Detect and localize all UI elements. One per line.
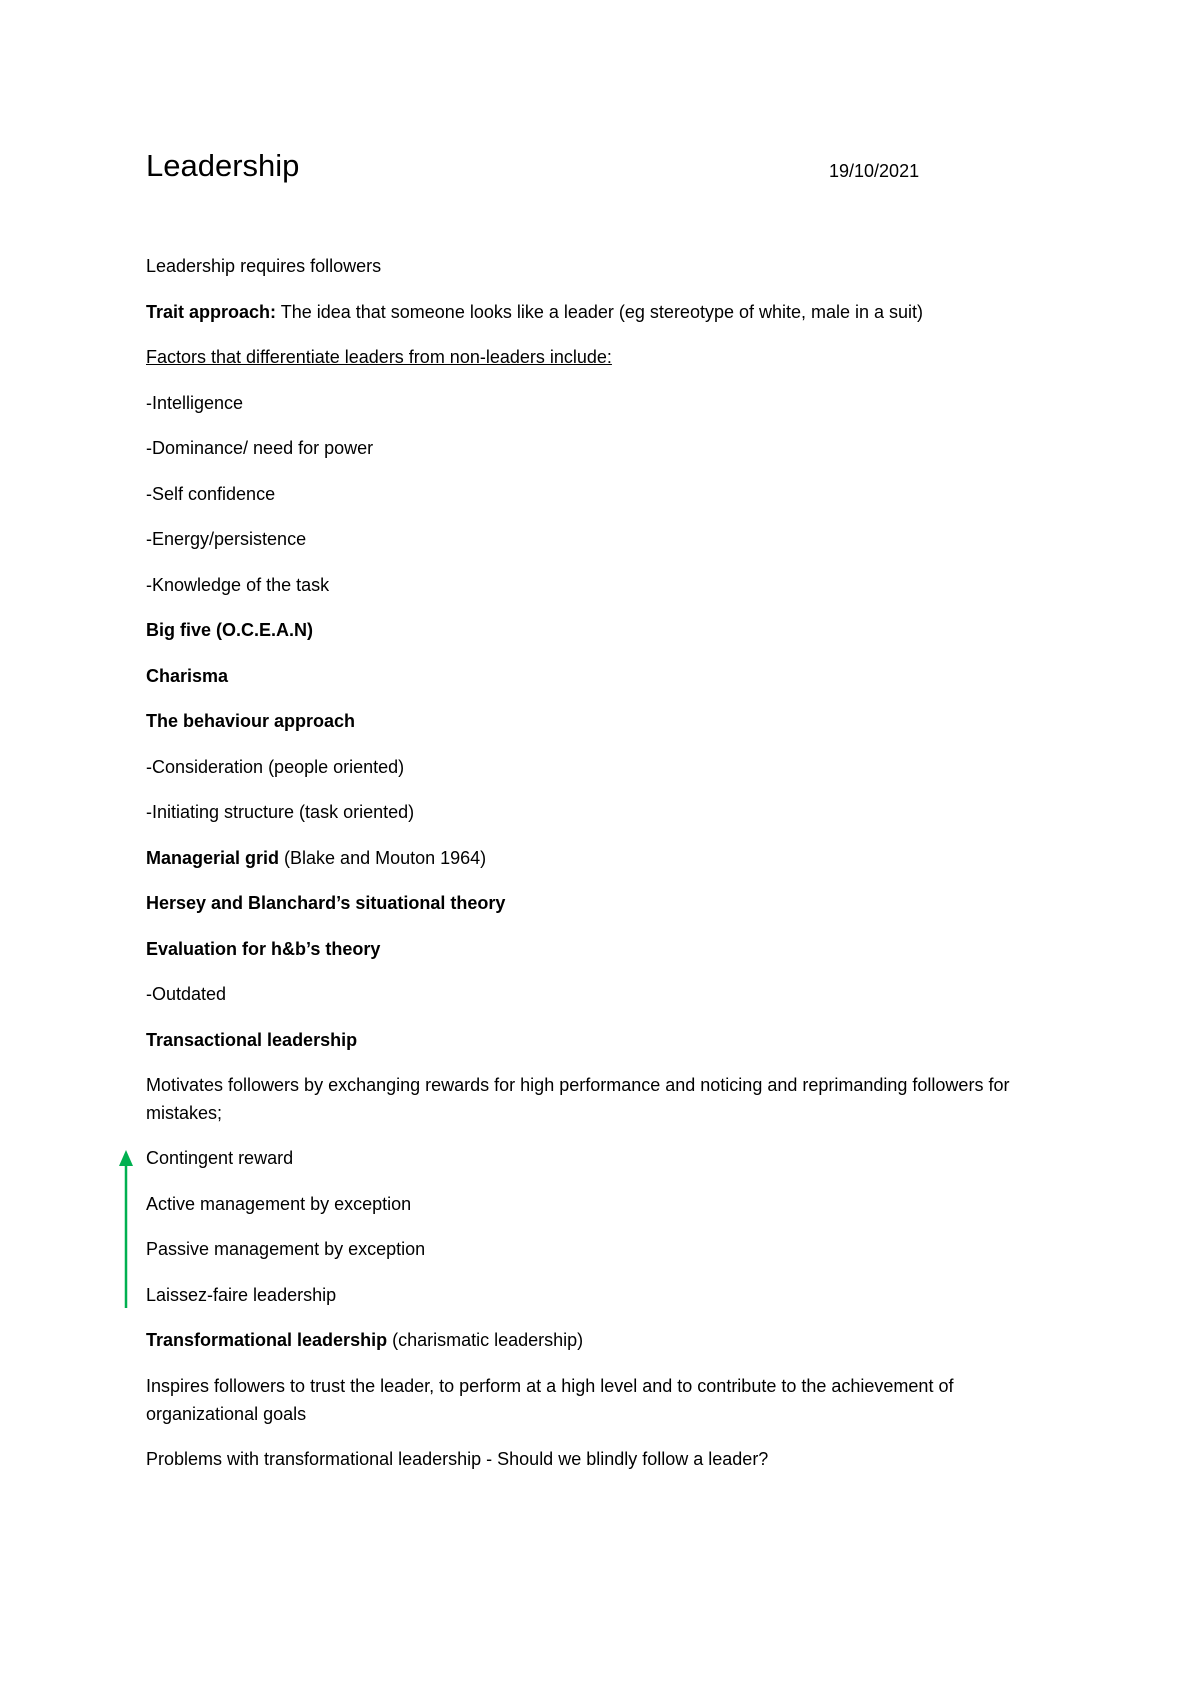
text-line xyxy=(146,252,1046,280)
line-text: (charismatic leadership) xyxy=(387,1330,584,1350)
line-text: -Outdated xyxy=(146,984,227,1004)
line-heading: Charisma xyxy=(146,665,229,686)
line-text: (Blake and Mouton 1964) xyxy=(279,847,487,868)
page-title: Leadership xyxy=(146,148,300,183)
line-heading: Evaluation for h&b’s theory xyxy=(146,938,381,959)
text-line xyxy=(146,525,1046,553)
line-text: -Intelligence xyxy=(146,392,244,413)
text-line xyxy=(146,1445,1046,1473)
document-date: 19/10/2021 xyxy=(829,161,920,181)
line-text: Active management by exception xyxy=(146,1193,412,1214)
line-text: Leadership requires followers xyxy=(146,256,382,276)
text-line xyxy=(146,298,1046,326)
line-text: -Energy/persistence xyxy=(146,529,307,549)
text-line xyxy=(146,1281,1046,1309)
text-line xyxy=(146,616,1046,644)
line-heading: Hersey and Blanchard’s situational theory xyxy=(146,893,506,913)
line-heading: Big five (O.C.E.A.N) xyxy=(146,620,314,640)
text-line xyxy=(146,935,1046,963)
arrow-up-icon xyxy=(116,1150,136,1310)
text-line xyxy=(146,1235,1046,1263)
line-text: -Initiating structure (task oriented) xyxy=(146,802,415,822)
line-text: -Self confidence xyxy=(146,483,276,504)
text-line xyxy=(146,1026,1046,1054)
text-line xyxy=(146,1144,1046,1172)
line-text: The idea that someone looks like a leader (eg stereotype of white, male in a suit) xyxy=(276,301,924,322)
text-line xyxy=(146,343,1046,371)
text-line xyxy=(146,753,1046,781)
line-heading: Trait approach: xyxy=(146,301,277,322)
text-line xyxy=(146,844,1046,872)
text-line xyxy=(146,571,1046,599)
text-line xyxy=(146,434,1046,462)
line-text: -Knowledge of the task xyxy=(146,574,330,595)
document-body xyxy=(146,252,1046,1490)
line-text: Laissez-faire leadership xyxy=(146,1284,337,1305)
line-text: Contingent reward xyxy=(146,1148,294,1168)
line-text: -Dominance/ need for power xyxy=(146,438,374,458)
line-heading: Managerial grid xyxy=(146,847,280,868)
line-text: Motivates followers by exchanging rewards for high performance and noticing and reprimanding followers for mistakes; xyxy=(146,1075,1015,1123)
text-line xyxy=(146,1190,1046,1218)
text-line xyxy=(146,480,1046,508)
line-text: -Consideration (people oriented) xyxy=(146,756,405,777)
text-line xyxy=(146,707,1046,735)
line-text: Problems with transformational leadership - Should we blindly follow a leader? xyxy=(146,1448,769,1469)
text-line xyxy=(146,798,1046,826)
text-line xyxy=(146,1071,1046,1127)
line-heading: Transactional leadership xyxy=(146,1029,358,1050)
text-line xyxy=(146,1372,1046,1428)
line-text: Passive management by exception xyxy=(146,1239,426,1259)
text-line xyxy=(146,1326,1046,1354)
text-line xyxy=(146,889,1046,917)
text-line xyxy=(146,662,1046,690)
text-line xyxy=(146,389,1046,417)
line-text: Inspires followers to trust the leader, to perform at a high level and to contribute to the achievement of organizational goals xyxy=(146,1375,959,1424)
line-heading: The behaviour approach xyxy=(146,711,356,731)
line-heading: Transformational leadership xyxy=(146,1330,388,1350)
line-underlined: Factors that differentiate leaders from non-leaders include: xyxy=(146,347,612,367)
text-line xyxy=(146,980,1046,1008)
